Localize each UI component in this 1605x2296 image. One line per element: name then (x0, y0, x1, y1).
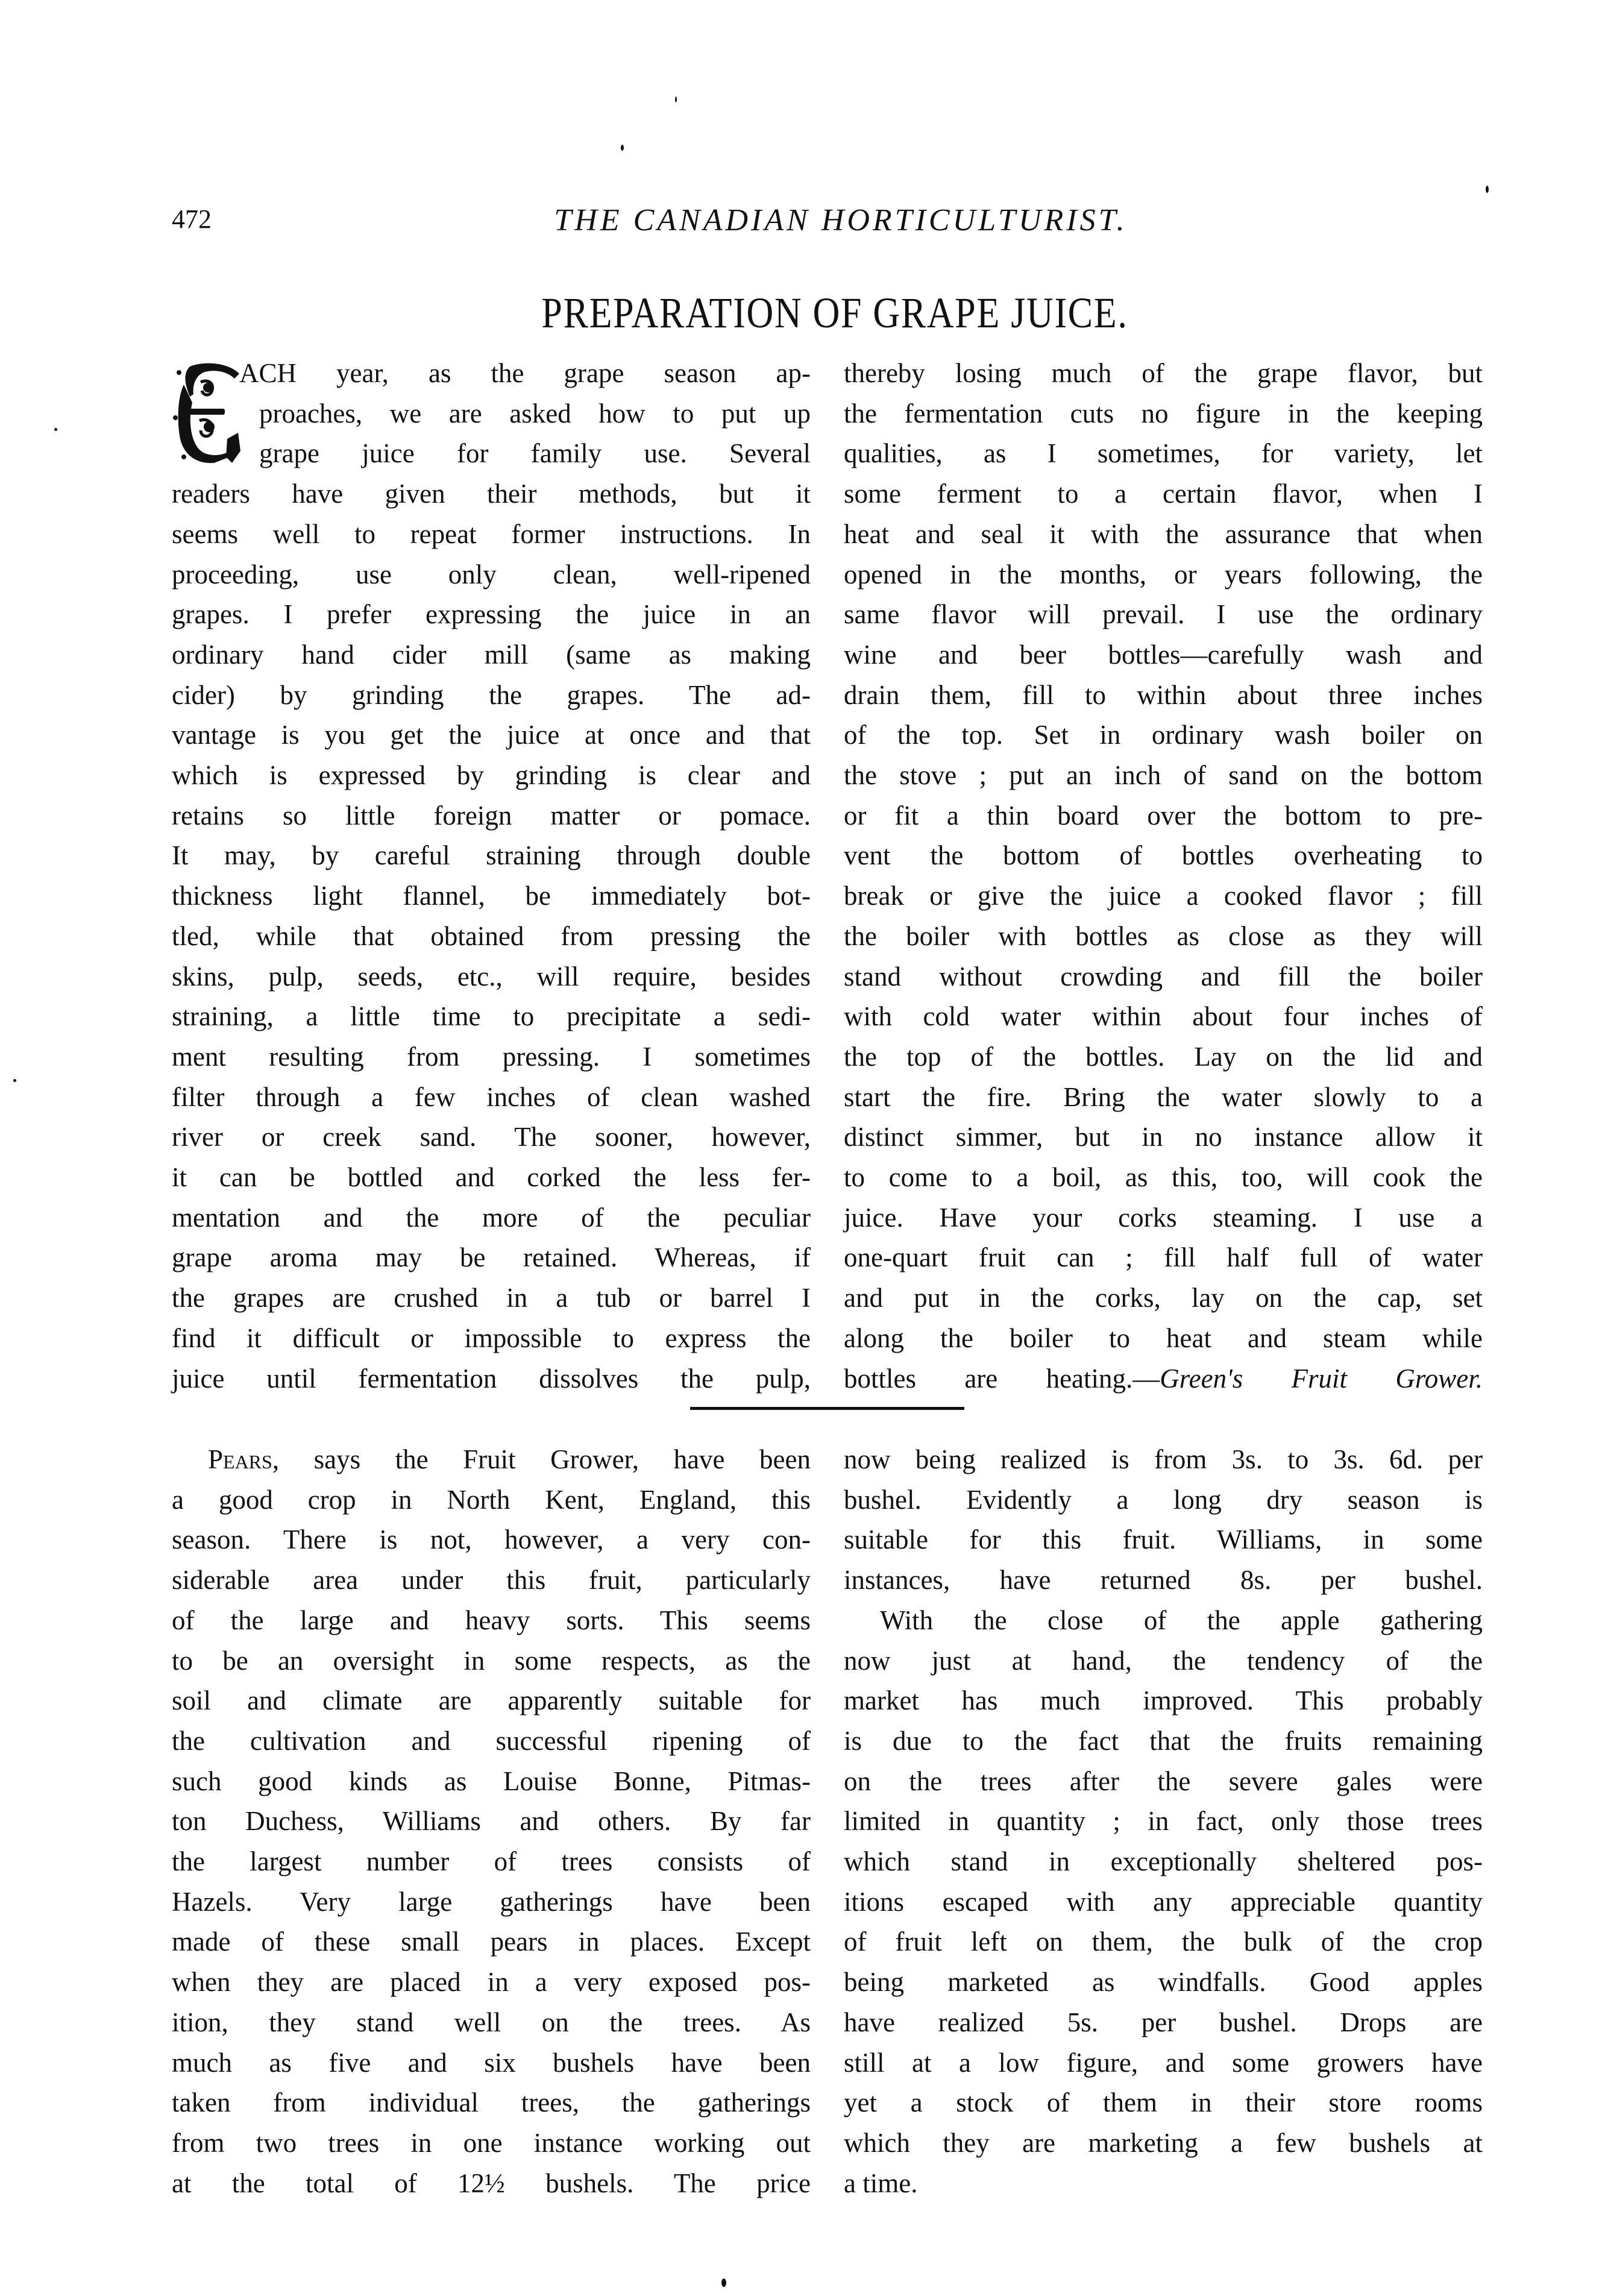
text-line: grapes. I prefer expressing the juice in an (172, 599, 811, 630)
text-line: skins, pulp, seeds, etc., will require, besides (172, 961, 811, 992)
text-line: wine and beer bottles—carefully wash and (844, 639, 1483, 670)
text-line: still at a low figure, and some growers have (844, 2047, 1483, 2078)
text-line: tled, while that obtained from pressing the (172, 920, 811, 951)
text-line: of the large and heavy sorts. This seems (172, 1605, 811, 1635)
text-line: ordinary hand cider mill (same as making (172, 639, 811, 670)
text-line: river or creek sand. The sooner, however, (172, 1122, 811, 1153)
text-line: the stove ; put an inch of sand on the bottom (844, 760, 1483, 790)
text-line: bushel. Evidently a long dry season is (844, 1484, 1483, 1515)
text-line: now just at hand, the tendency of the (844, 1645, 1483, 1676)
text-line: which stand in exceptionally sheltered pos- (844, 1846, 1483, 1876)
text-line: retains so little foreign matter or pomace. (172, 800, 811, 831)
text-line: along the boiler to heat and steam while (844, 1323, 1483, 1353)
text-line: which they are marketing a few bushels at (844, 2127, 1483, 2158)
text-line: drain them, fill to within about three inches (844, 679, 1483, 710)
text-line: being marketed as windfalls. Good apples (844, 1967, 1483, 1998)
text-line: at the total of 12½ bushels. The price (172, 2168, 811, 2198)
text-line: opened in the months, or years following, the (844, 559, 1483, 590)
text-line (844, 1359, 1483, 1398)
text-line: break or give the juice a cooked flavor ; fill (844, 881, 1483, 911)
text-line: It may, by careful straining through double (172, 840, 811, 871)
text-line: readers have given their methods, but it (172, 479, 811, 509)
text-line: thickness light flannel, be immediately bot- (172, 881, 811, 911)
text-line: taken from individual trees, the gatherings (172, 2087, 811, 2118)
text-line: season. There is not, however, a very con- (172, 1524, 811, 1555)
text-line: market has much improved. This probably (844, 1685, 1483, 1716)
text-line: the fermentation cuts no figure in the keeping (844, 398, 1483, 429)
text-line: seems well to repeat former instructions. In (172, 518, 811, 549)
text-line: ACH year, as the grape season ap- (239, 358, 811, 388)
text-line: the cultivation and successful ripening of (172, 1725, 811, 1756)
text-line: vent the bottom of bottles overheating to (844, 840, 1483, 871)
text-line: heat and seal it with the assurance that when (844, 518, 1483, 549)
text-line: much as five and six bushels have been (172, 2047, 811, 2078)
source-attribution: Green's Fruit Grower. (1160, 1363, 1483, 1394)
text-line: filter through a few inches of clean washed (172, 1081, 811, 1112)
text-line: instances, have returned 8s. per bushel. (844, 1565, 1483, 1596)
text-line: thereby losing much of the grape flavor, but (844, 358, 1483, 388)
text-line (208, 1439, 811, 1479)
text-line: to be an oversight in some respects, as the (172, 1645, 811, 1676)
text-line: it can be bottled and corked the less fer- (172, 1162, 811, 1192)
text-line: Hazels. Very large gatherings have been (172, 1886, 811, 1917)
text-line: siderable area under this fruit, particularly (172, 1565, 811, 1596)
text-line: when they are placed in a very exposed pos- (172, 1967, 811, 1998)
scan-speck (54, 428, 57, 431)
text-line: which is expressed by grinding is clear and (172, 760, 811, 790)
text-line: a good crop in North Kent, England, this (172, 1484, 811, 1515)
text-line: With the close of the apple gathering (880, 1605, 1483, 1635)
text-line: suitable for this fruit. Williams, in some (844, 1524, 1483, 1555)
text-line: some ferment to a certain flavor, when I (844, 479, 1483, 509)
text-line: cider) by grinding the grapes. The ad- (172, 679, 811, 710)
section-divider (690, 1407, 964, 1410)
text-line: ment resulting from pressing. I sometimes (172, 1041, 811, 1072)
text-line: qualities, as I sometimes, for variety, let (844, 438, 1483, 469)
text-line: a time. (844, 2168, 918, 2198)
text-line: on the trees after the severe gales were (844, 1766, 1483, 1796)
text-line: distinct simmer, but in no instance allow it (844, 1122, 1483, 1153)
text-line: have realized 5s. per bushel. Drops are (844, 2007, 1483, 2037)
text-line: soil and climate are apparently suitable for (172, 1685, 811, 1716)
text-line: itions escaped with any appreciable quantity (844, 1886, 1483, 1917)
text-line: limited in quantity ; in fact, only those trees (844, 1806, 1483, 1837)
text-line: the grapes are crushed in a tub or barrel I (172, 1283, 811, 1313)
text-line: with cold water within about four inches of (844, 1001, 1483, 1032)
text-line: straining, a little time to precipitate a sedi- (172, 1001, 811, 1032)
text-line: vantage is you get the juice at once and that (172, 720, 811, 750)
scan-speck (675, 96, 677, 102)
text-line: yet a stock of them in their store rooms (844, 2087, 1483, 2118)
running-head: THE CANADIAN HORTICULTURIST. (554, 203, 1128, 237)
scan-speck (621, 145, 624, 151)
text-line: ition, they stand well on the trees. As (172, 2007, 811, 2037)
text-line: of fruit left on them, the bulk of the crop (844, 1926, 1483, 1957)
lead-line-text: , says the Fruit Grower, have been (272, 1444, 811, 1474)
closing-text: bottles are heating.— (844, 1363, 1160, 1394)
text-line: mentation and the more of the peculiar (172, 1202, 811, 1233)
text-line: from two trees in one instance working out (172, 2127, 811, 2158)
ornate-initial-e-icon (172, 360, 243, 468)
text-line: juice. Have your corks steaming. I use a (844, 1202, 1483, 1233)
text-line: grape juice for family use. Several (259, 438, 811, 469)
text-line: and put in the corks, lay on the cap, set (844, 1283, 1483, 1313)
text-line: stand without crowding and fill the boiler (844, 961, 1483, 992)
text-line: or fit a thin board over the bottom to pre- (844, 800, 1483, 831)
text-line: such good kinds as Louise Bonne, Pitmas- (172, 1766, 811, 1796)
scan-speck (1486, 186, 1489, 193)
page-number: 472 (172, 204, 212, 234)
text-line: to come to a boil, as this, too, will cook the (844, 1162, 1483, 1192)
lead-word: Pears (208, 1444, 272, 1474)
text-line: the boiler with bottles as close as they will (844, 920, 1483, 951)
text-line: proaches, we are asked how to put up (259, 398, 811, 429)
text-line: the largest number of trees consists of (172, 1846, 811, 1876)
text-line: the top of the bottles. Lay on the lid and (844, 1041, 1483, 1072)
text-line: juice until fermentation dissolves the pulp, (172, 1363, 811, 1394)
scan-speck (721, 2279, 726, 2287)
text-line: is due to the fact that the fruits remaining (844, 1725, 1483, 1756)
text-line: now being realized is from 3s. to 3s. 6d. per (844, 1444, 1483, 1474)
article-title: PREPARATION OF GRAPE JUICE. (541, 289, 1128, 337)
text-line: grape aroma may be retained. Whereas, if (172, 1242, 811, 1273)
text-line: same flavor will prevail. I use the ordinary (844, 599, 1483, 630)
text-line: of the top. Set in ordinary wash boiler on (844, 720, 1483, 750)
scan-speck (13, 1079, 16, 1082)
text-line: proceeding, use only clean, well-ripened (172, 559, 811, 590)
text-line: one-quart fruit can ; fill half full of water (844, 1242, 1483, 1273)
text-line: start the fire. Bring the water slowly to a (844, 1081, 1483, 1112)
text-line: made of these small pears in places. Except (172, 1926, 811, 1957)
text-line: ton Duchess, Williams and others. By far (172, 1806, 811, 1837)
text-line: find it difficult or impossible to express the (172, 1323, 811, 1353)
